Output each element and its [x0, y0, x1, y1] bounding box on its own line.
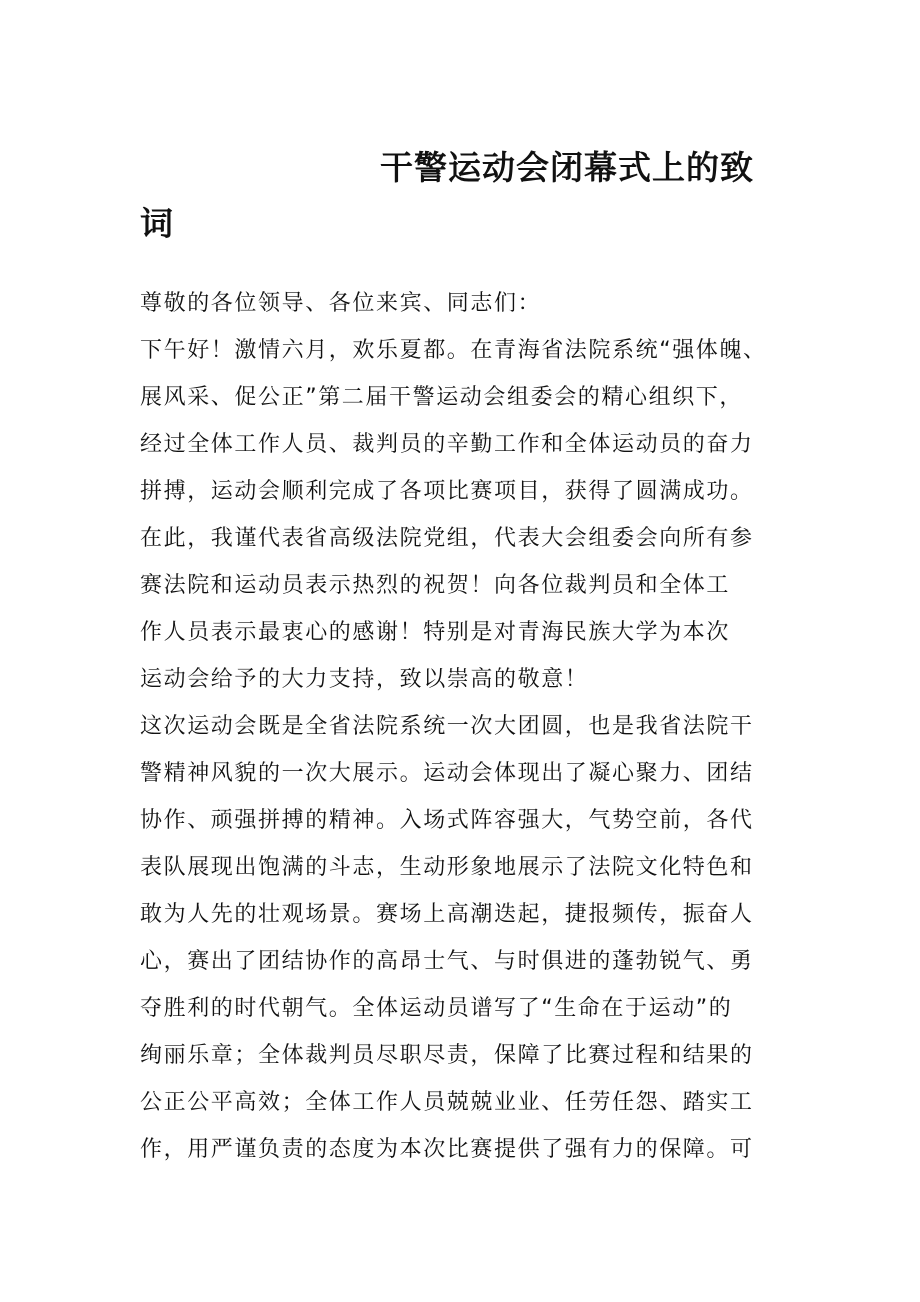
- text-line: 作人员表示最衷心的感谢！特别是对青海民族大学为本次: [140, 620, 731, 645]
- text-line: 这次运动会既是全省法院系统一次大团圆，也是我省法院干: [140, 714, 754, 739]
- text-line: 夺胜利的时代朝气。全体运动员谱写了“生命在于运动”的: [140, 996, 733, 1021]
- text-line: 绚丽乐章；全体裁判员尽职尽责，保障了比赛过程和结果的: [140, 1043, 754, 1068]
- text-line: 赛法院和运动员表示热烈的祝贺！向各位裁判员和全体工: [140, 573, 731, 598]
- text-line: 协作、顽强拼搏的精神。入场式阵容强大，气势空前，各代: [140, 808, 754, 833]
- document-title: [140, 140, 800, 252]
- text-line: 拼搏，运动会顺利完成了各项比赛项目，获得了圆满成功。: [140, 479, 754, 504]
- text-line: 展风采、促公正”第二届干警运动会组委会的精心组织下，: [140, 385, 743, 410]
- text-line: 心，赛出了团结协作的高昂士气、与时俱进的蓬勃锐气、勇: [140, 949, 754, 974]
- text-line: 运动会给予的大力支持，致以崇高的敬意！: [140, 667, 589, 692]
- document-body: [140, 280, 800, 1173]
- text-line: 尊敬的各位领导、各位来宾、同志们：: [140, 291, 542, 316]
- title-line-1: 干警运动会闭幕式上的致: [380, 148, 754, 187]
- text-line: 经过全体工作人员、裁判员的辛勤工作和全体运动员的奋力: [140, 432, 754, 457]
- text-line: 表队展现出饱满的斗志，生动形象地展示了法院文化特色和: [140, 855, 754, 880]
- text-line: 作，用严谨负责的态度为本次比赛提供了强有力的保障。可: [140, 1137, 754, 1162]
- text-line: 敢为人先的壮观场景。赛场上高潮迭起，捷报频传，振奋人: [140, 902, 754, 927]
- title-line-2: 词: [140, 204, 174, 243]
- text-line: 在此，我谨代表省高级法院党组，代表大会组委会向所有参: [140, 526, 754, 551]
- text-line: 下午好！激情六月，欢乐夏都。在青海省法院系统“强体魄、: [140, 338, 767, 363]
- text-line: 公正公平高效；全体工作人员兢兢业业、任劳任怨、踏实工: [140, 1090, 754, 1115]
- text-line: 警精神风貌的一次大展示。运动会体现出了凝心聚力、团结: [140, 761, 754, 786]
